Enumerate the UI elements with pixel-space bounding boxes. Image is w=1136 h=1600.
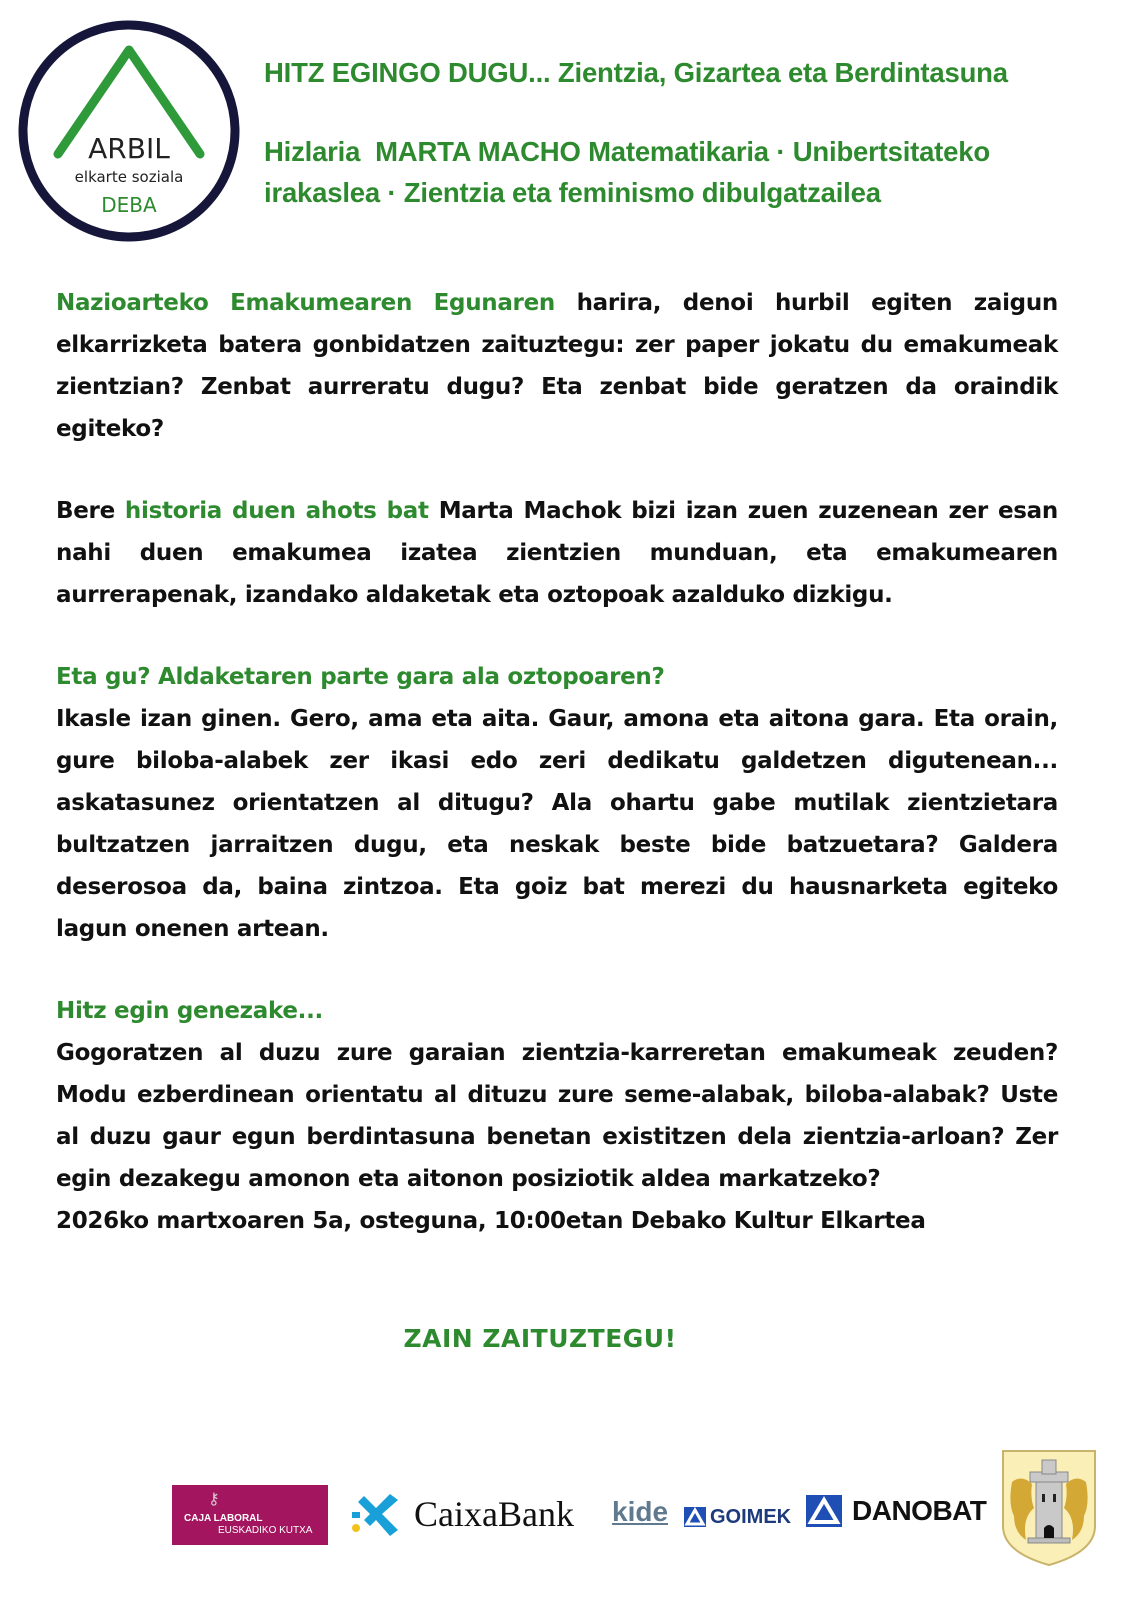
intro-text: harira, denoi hurbil egiten zaigun elkarrizketa batera gonbidatzen zaituztegu: zer paper jokatu du emakumeak zientzian? Zenbat aurreratu dugu? Eta zenbat bide geratzen da oraindik egiteko? (56, 290, 1058, 442)
goimek-triangle-icon (684, 1507, 706, 1527)
story-paragraph (56, 490, 1058, 616)
event-date: 2026ko martxoaren 5a, osteguna, 10:00etan Debako Kultur Elkartea (56, 1208, 926, 1234)
event-title: HITZ EGINGO DUGU... Zientzia, Gizartea eta Berdintasuna (264, 57, 1008, 88)
danobat-logo (806, 1493, 986, 1529)
story-text: Marta Machok bizi izan zuen zuzenean zer esan nahi duen emakumea izatea zientzien munduan, eta emakumearen aurrerapenak, izandako aldaketak eta oztopoak azalduko dizkigu. (56, 498, 1058, 608)
key-icon: ⚷ (208, 1491, 220, 1508)
caja-laboral-logo (172, 1485, 328, 1545)
closing-text: ZAIN ZAITUZTEGU! (403, 1324, 677, 1353)
section1-heading: Eta gu? Aldaketaren parte gara ala oztopoaren? (56, 664, 665, 690)
logo-town: DEBA (101, 193, 157, 217)
logo-subtitle: elkarte soziala (74, 168, 184, 186)
spacer (56, 950, 1058, 990)
event-header (264, 52, 1124, 213)
arbil-logo (16, 18, 242, 244)
caixa-star-icon (350, 1492, 402, 1536)
section2-heading: Hitz egin genezake... (56, 998, 323, 1024)
caixabank-logo (350, 1492, 600, 1536)
caja-laboral-line1: CAJA LABORAL (184, 1513, 263, 1524)
danobat-name: DANOBAT (852, 1495, 987, 1526)
story-highlight: historia duen ahots bat (124, 498, 429, 524)
section2-text: Gogoratzen al duzu zure garaian zientzia-karreretan emakumeak zeuden? Modu ezberdinean orientatu al dituzu zure seme-alabak, biloba-alabak? Uste al duzu gaur egun berdintasuna benetan existitzen dela zientzia-arloan? Zer egin dezakegu amonon eta aitonon posiziotik aldea markatzeko? (56, 1040, 1058, 1192)
goimek-logo (684, 1503, 791, 1531)
danobat-triangle-icon (806, 1495, 842, 1527)
story-prefix: Bere (56, 498, 125, 524)
deba-coat-of-arms (1000, 1448, 1098, 1568)
caja-laboral-line2: EUSKADIKO KUTXA (218, 1525, 313, 1536)
kide-logo: kide (612, 1496, 669, 1527)
speaker-line-1: Hizlaria MARTA MACHO Matematikaria · Unibertsitateko (264, 136, 990, 167)
coat-of-arms-icon (1000, 1448, 1098, 1568)
caixabank-name: CaixaBank (414, 1494, 574, 1534)
spacer (56, 450, 1058, 490)
event-body (56, 282, 1058, 1242)
logo-name: ARBIL (88, 132, 170, 165)
intro-paragraph (56, 282, 1058, 450)
section1-text: Ikasle izan ginen. Gero, ama eta aita. Gaur, amona eta aitona gara. Eta orain, gure biloba-alabek zer ikasi edo zeri dedikatu galdetzen digutenean... askatasunez orientatzen al ditugu? Ala ohartu gabe mutilak zientzietara bultzatzen jarraitzen dugu, eta neskak beste bide batzuetara? Galdera deserosoa da, baina zintzoa. Eta goiz bat merezi du hausnarketa egiteko lagun onenen artean. (56, 706, 1058, 942)
speaker-line-2: irakaslea · Zientzia eta feminismo dibulgatzailea (264, 177, 881, 208)
arbil-logo-graphic (16, 18, 242, 244)
spacer (56, 616, 1058, 656)
intro-highlight: Nazioarteko Emakumearen Egunaren (56, 290, 555, 316)
goimek-name: GOIMEK (710, 1505, 792, 1528)
